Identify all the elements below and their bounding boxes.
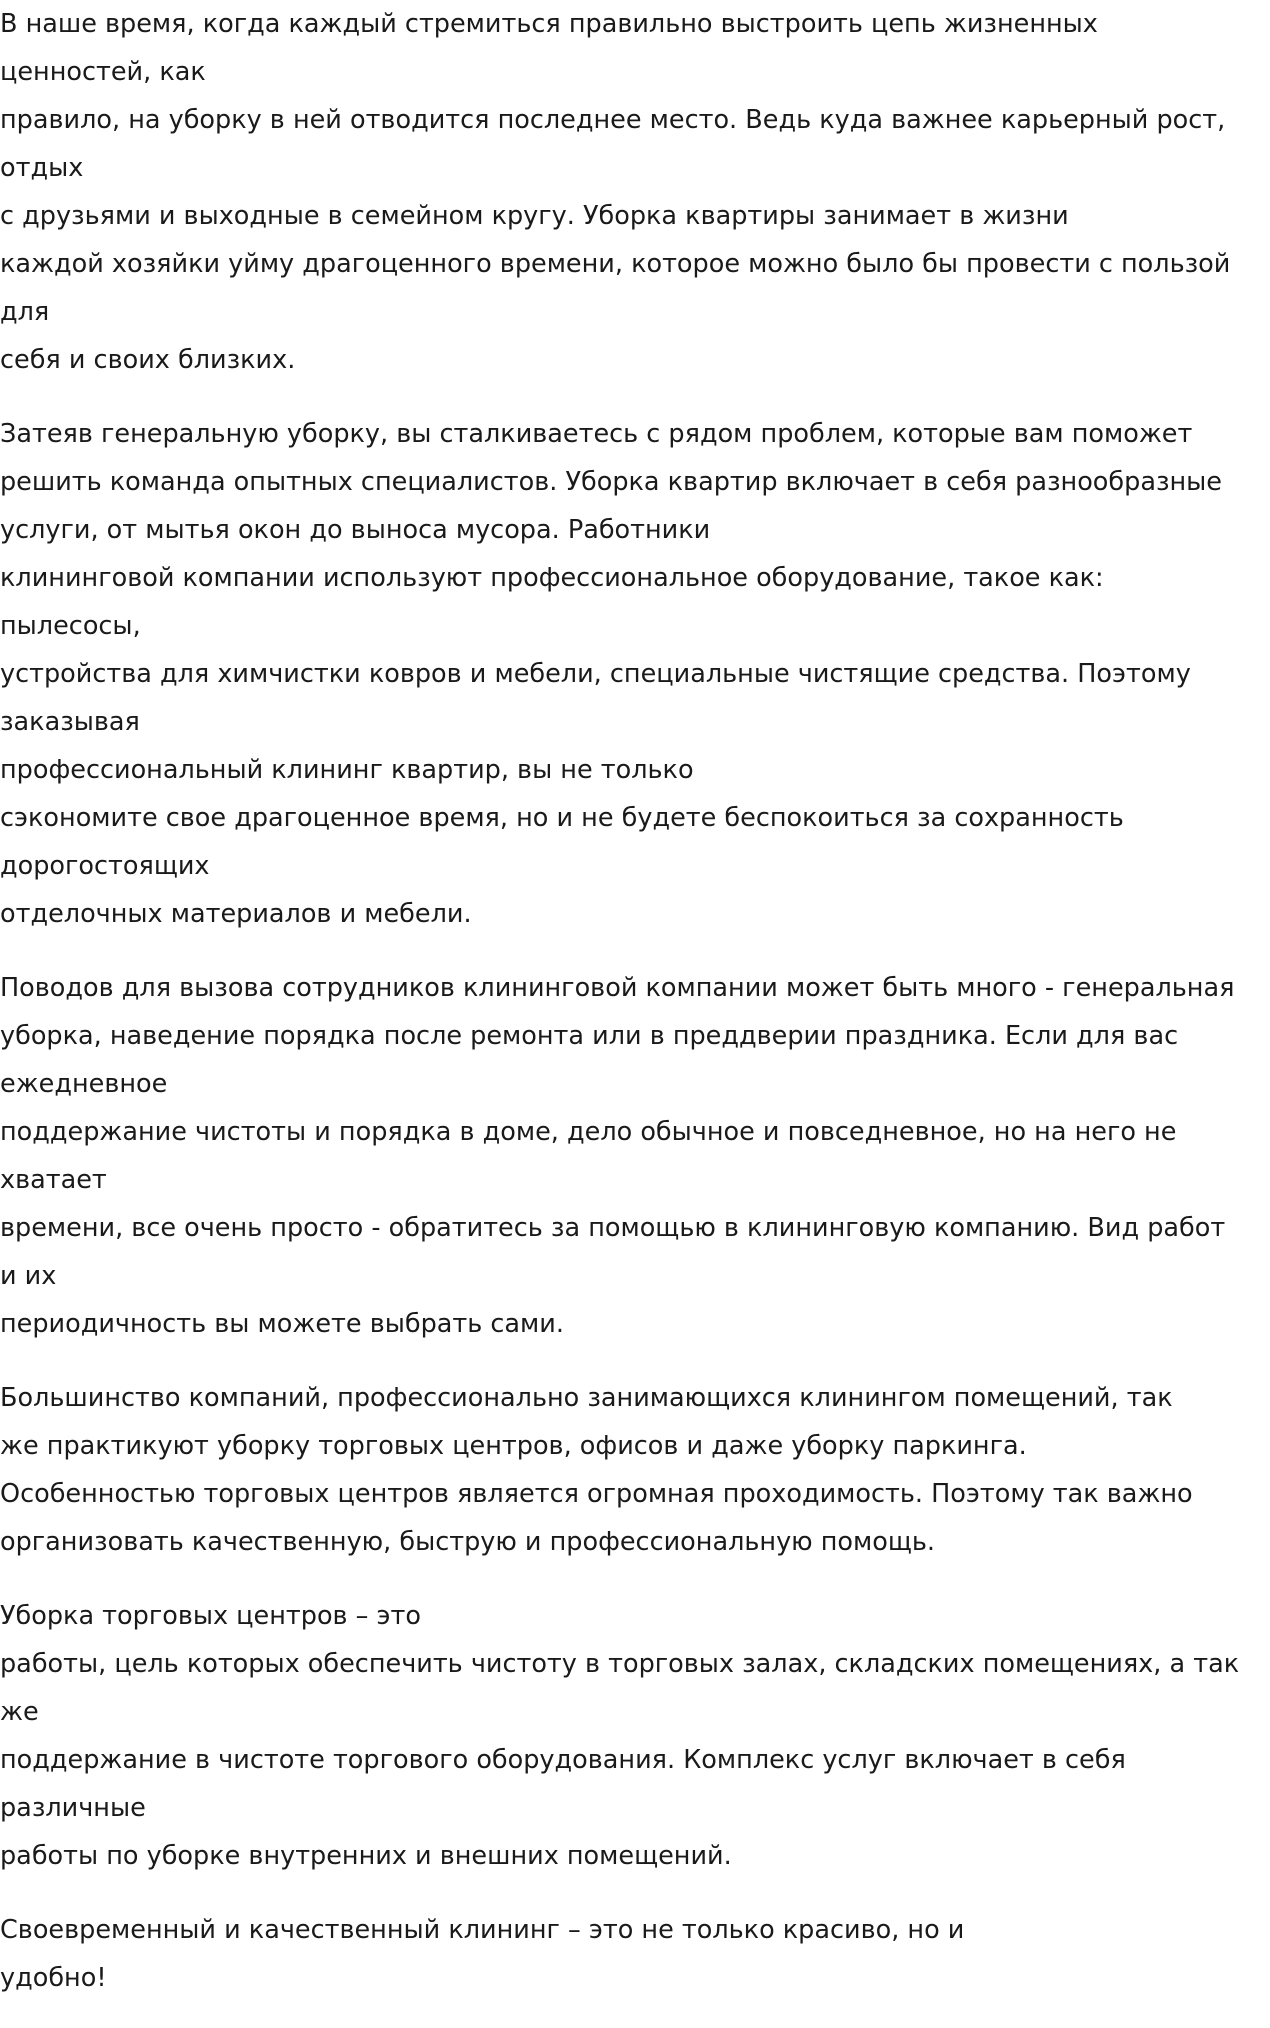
text-line: работы по уборке внутренних и внешних помещений. — [0, 1841, 732, 1871]
text-line: устройства для химчистки ковров и мебели, специальные чистящие средства. Поэтому — [0, 659, 1191, 689]
text-line: же — [0, 1697, 39, 1727]
text-line: заказывая — [0, 707, 140, 737]
text-line: отдых — [0, 153, 84, 183]
text-line: для — [0, 297, 50, 327]
text-line: Особенностью торговых центров является огромная проходимость. Поэтому так важно — [0, 1479, 1193, 1509]
text-line: клининговой компании используют профессиональное оборудование, такое как: — [0, 563, 1104, 593]
text-line: периодичность вы можете выбрать сами. — [0, 1309, 564, 1339]
text-line: же практикуют уборку торговых центров, офисов и даже уборку паркинга. — [0, 1431, 1027, 1461]
text-line: Затеяв генеральную уборку, вы сталкиваетесь с рядом проблем, которые вам поможет — [0, 419, 1193, 449]
text-line: сэкономите свое драгоценное время, но и не будете беспокоиться за сохранность — [0, 803, 1124, 833]
text-line: профессиональный клининг квартир, вы не только — [0, 755, 694, 785]
text-line: уборка, наведение порядка после ремонта или в преддверии праздника. Если для вас — [0, 1021, 1179, 1051]
text-line: времени, все очень просто - обратитесь за помощью в клининговую компанию. Вид работ — [0, 1213, 1226, 1243]
paragraph-6 — [0, 1906, 1270, 2002]
text-line: Большинство компаний, профессионально занимающихся клинингом помещений, так — [0, 1383, 1173, 1413]
text-line: отделочных материалов и мебели. — [0, 899, 472, 929]
text-line: дорогостоящих — [0, 851, 210, 881]
text-line: поддержание чистоты и порядка в доме, дело обычное и повседневное, но на него не — [0, 1117, 1177, 1147]
text-line: услуги, от мытья окон до выноса мусора. Работники — [0, 515, 711, 545]
text-line: различные — [0, 1793, 146, 1823]
text-line: Своевременный и качественный клининг – это не только красиво, но и — [0, 1915, 965, 1945]
text-line: хватает — [0, 1165, 107, 1195]
text-line: В наше время, когда каждый стремиться правильно выстроить цепь жизненных — [0, 9, 1098, 39]
text-line: удобно! — [0, 1963, 107, 1993]
text-line: работы, цель которых обеспечить чистоту в торговых залах, складских помещениях, а так — [0, 1649, 1240, 1679]
text-line: правило, на уборку в ней отводится последнее место. Ведь куда важнее карьерный рост, — [0, 105, 1226, 135]
text-line: ценностей, как — [0, 57, 206, 87]
text-line: поддержание в чистоте торгового оборудования. Комплекс услуг включает в себя — [0, 1745, 1126, 1775]
text-line: Уборка торговых центров – это — [0, 1601, 421, 1631]
text-line: себя и своих близких. — [0, 345, 296, 375]
text-line: решить команда опытных специалистов. Уборка квартир включает в себя разнообразные — [0, 467, 1222, 497]
text-line: Поводов для вызова сотрудников клининговой компании может быть много - генеральная — [0, 973, 1235, 1003]
text-line: организовать качественную, быструю и профессиональную помощь. — [0, 1527, 935, 1557]
paragraph-5 — [0, 1592, 1270, 1880]
text-line: каждой хозяйки уйму драгоценного времени, которое можно было бы провести с пользой — [0, 249, 1231, 279]
text-line: с друзьями и выходные в семейном кругу. Уборка квартиры занимает в жизни — [0, 201, 1069, 231]
paragraph-3 — [0, 964, 1270, 1348]
text-line: пылесосы, — [0, 611, 141, 641]
paragraph-4 — [0, 1374, 1270, 1566]
text-line: ежедневное — [0, 1069, 168, 1099]
text-line: и их — [0, 1261, 57, 1291]
paragraph-2 — [0, 410, 1270, 938]
paragraph-1 — [0, 0, 1270, 384]
